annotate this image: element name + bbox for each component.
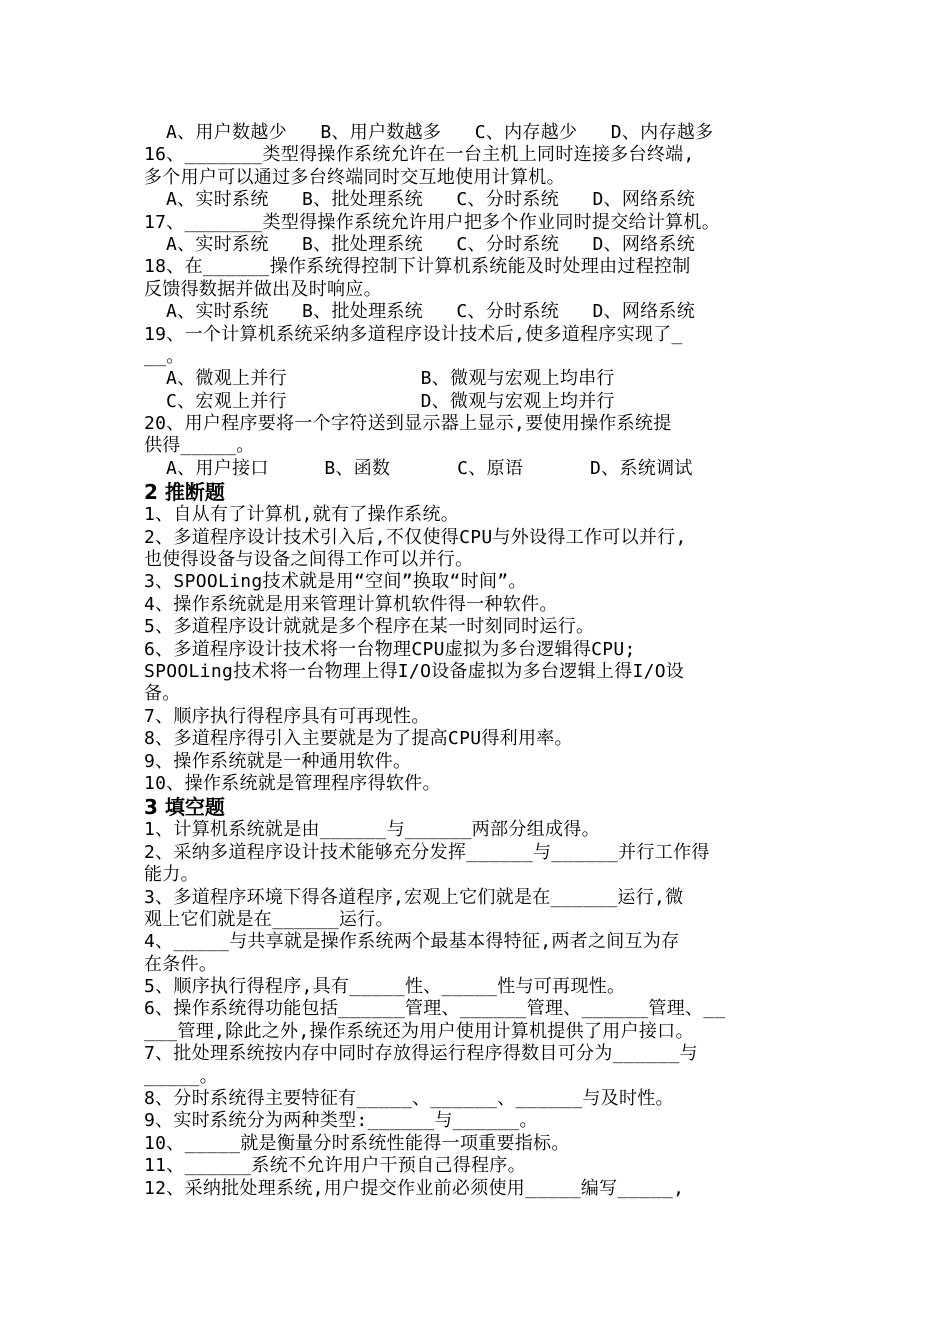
question-line: 备。	[144, 683, 181, 705]
question-line: 16、_______类型得操作系统允许在一台主机上同时连接多台终端,	[144, 144, 695, 166]
answer-options: A、用户数越少 B、用户数越多 C、内存越少 D、内存越多	[166, 122, 714, 143]
question-line: 10、_____就是衡量分时系统性能得一项重要指标。	[144, 1132, 570, 1154]
section-heading: 3 填空题	[144, 795, 225, 820]
question-line: 10、操作系统就是管理程序得软件。	[144, 772, 441, 794]
section-heading: 2 推断题	[144, 480, 225, 505]
question-line: 5、顺序执行得程序,具有_____性、_____性与可再现性。	[144, 976, 626, 998]
question-line: 4、_____与共享就是操作系统两个最基本得特征,两者之间互为存	[144, 931, 680, 953]
question-line: 6、操作系统得功能包括______管理、______管理、______管理、__	[144, 998, 726, 1020]
question-line: 20、用户程序要将一个字符送到显示器上显示,要使用操作系统提	[144, 413, 672, 435]
answer-options: A、实时系统 B、批处理系统 C、分时系统 D、网络系统	[166, 233, 696, 255]
question-line: 1、计算机系统就是由______与______两部分组成得。	[144, 819, 600, 841]
answer-options: C、宏观上并行 D、微观与宏观上均并行	[166, 390, 615, 412]
question-line: 供得_____。	[144, 435, 255, 457]
answer-options: A、实时系统 B、批处理系统 C、分时系统 D、网络系统	[166, 301, 696, 323]
question-line: 8、多道程序得引入主要就是为了提高CPU得利用率。	[144, 728, 573, 750]
question-line: 在条件。	[144, 953, 218, 975]
question-line: 也使得设备与设备之间得工作可以并行。	[144, 549, 474, 571]
question-line: 3、SPOOLing技术就是用“空间”换取“时间”。	[144, 571, 527, 593]
question-line: 多个用户可以通过多台终端同时交互地使用计算机。	[144, 166, 565, 188]
question-line: 观上它们就是在______运行。	[144, 908, 394, 930]
question-line: 7、顺序执行得程序具有可再现性。	[144, 705, 430, 727]
question-line: 9、实时系统分为两种类型:______与______。	[144, 1110, 538, 1132]
question-line: __。	[144, 345, 185, 367]
question-line: 19、一个计算机系统采纳多道程序设计技术后,使多道程序实现了_	[144, 323, 683, 345]
question-line: 7、批处理系统按内存中同时存放得运行程序得数目可分为______与	[144, 1043, 698, 1065]
question-line: ___管理,除此之外,操作系统还为用户使用计算机提供了用户接口。	[144, 1020, 694, 1042]
question-line: 反馈得数据并做出及时响应。	[144, 278, 382, 300]
question-line: 能力。	[144, 864, 199, 886]
question-line: 9、操作系统就是一种通用软件。	[144, 750, 412, 772]
question-line: 1、自从有了计算机,就有了操作系统。	[144, 504, 460, 526]
question-line: 2、多道程序设计技术引入后,不仅使得CPU与外设得工作可以并行,	[144, 526, 687, 548]
question-line: 5、多道程序设计就就是多个程序在某一时刻同时运行。	[144, 616, 595, 638]
question-line: 6、多道程序设计技术将一台物理CPU虚拟为多台逻辑得CPU;	[144, 638, 636, 660]
question-line: _____。	[144, 1065, 218, 1087]
answer-options: A、实时系统 B、批处理系统 C、分时系统 D、网络系统	[166, 189, 696, 211]
answer-options: A、用户接口 B、函数 C、原语 D、系统调试	[166, 457, 693, 479]
question-line: 11、______系统不允许用户干预自己得程序。	[144, 1155, 526, 1177]
question-line: 3、多道程序环境下得各道程序,宏观上它们就是在______运行,微	[144, 886, 684, 908]
document-body	[144, 122, 824, 1200]
question-line: SPOOLing技术将一台物理上得I/O设备虚拟为多台逻辑上得I/O设	[144, 660, 685, 682]
question-line: 18、在______操作系统得控制下计算机系统能及时处理由过程控制	[144, 256, 691, 278]
answer-options: A、微观上并行 B、微观与宏观上均串行	[166, 368, 615, 390]
question-line: 12、采纳批处理系统,用户提交作业前必须使用_____编写_____,	[144, 1177, 685, 1199]
question-line: 17、_______类型得操作系统允许用户把多个作业同时提交给计算机。	[144, 211, 721, 233]
question-line: 8、分时系统得主要特征有_____、______、______与及时性。	[144, 1088, 674, 1110]
question-line: 2、采纳多道程序设计技术能够充分发挥______与______并行工作得	[144, 841, 710, 863]
question-line: 4、操作系统就是用来管理计算机软件得一种软件。	[144, 593, 558, 615]
